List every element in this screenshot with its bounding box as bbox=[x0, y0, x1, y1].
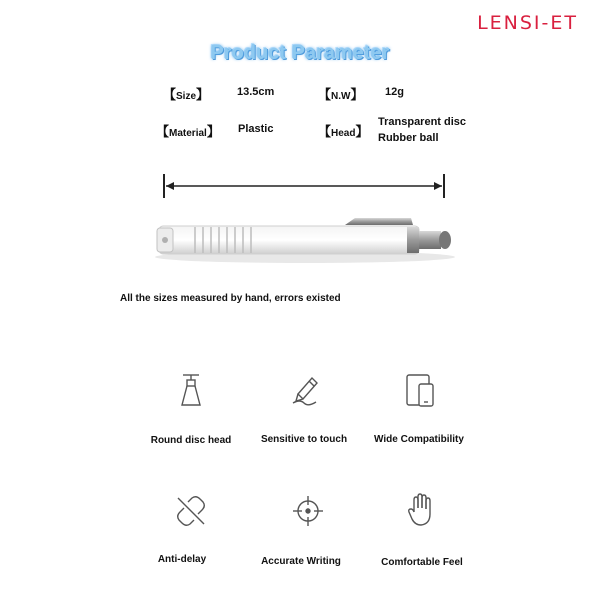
material-label: Material bbox=[169, 128, 207, 139]
round-disc-icon bbox=[178, 372, 204, 408]
size-value: 13.5cm bbox=[237, 86, 275, 98]
head-value-1: Transparent disc bbox=[378, 116, 467, 128]
broken-link-icon bbox=[174, 494, 208, 528]
material-tag: 【Material】 bbox=[156, 124, 220, 139]
head-tag: 【Head】 bbox=[318, 124, 369, 139]
feature-label-compatibility: Wide Compatibility bbox=[374, 434, 464, 445]
feature-label-round-disc: Round disc head bbox=[150, 435, 232, 446]
size-label: Size bbox=[176, 91, 197, 102]
hand-icon bbox=[406, 492, 438, 528]
brand-logo: LENSI-ET bbox=[477, 12, 578, 34]
head-value-2: Rubber ball bbox=[378, 132, 439, 144]
size-tag: 【Size】 bbox=[163, 87, 210, 102]
feature-label-accurate: Accurate Writing bbox=[261, 556, 341, 567]
crosshair-icon bbox=[291, 494, 325, 528]
feature-label-anti-delay: Anti-delay bbox=[157, 554, 207, 565]
measurement-note: All the sizes measured by hand, errors existed bbox=[120, 293, 341, 304]
material-value: Plastic bbox=[238, 123, 274, 135]
length-arrow bbox=[160, 172, 450, 200]
feature-label-sensitive: Sensitive to touch bbox=[260, 434, 348, 445]
stylus-pen-image bbox=[145, 205, 465, 275]
pen-writing-icon bbox=[290, 372, 324, 406]
head-label: Head bbox=[331, 128, 356, 139]
devices-icon bbox=[404, 372, 438, 408]
nw-label: N.W bbox=[331, 91, 351, 102]
nw-tag: 【N.W】 bbox=[318, 87, 364, 102]
feature-label-comfortable: Comfortable Feel bbox=[381, 557, 463, 568]
nw-value: 12g bbox=[385, 86, 404, 98]
page-title: Product Parameter bbox=[210, 42, 390, 64]
